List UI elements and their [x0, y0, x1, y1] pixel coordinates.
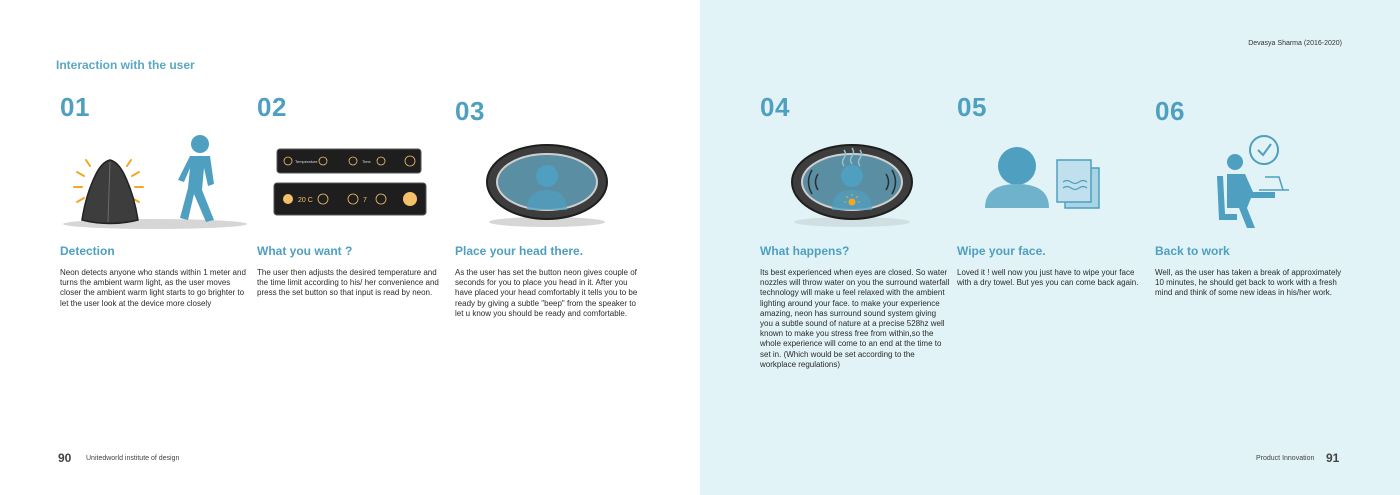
step-body: As the user has set the button neon gives couple of seconds for you to place you head in it. After you have placed your head comfortably it tells you to be ready by giving a subtle "beep" from the speaker to let u know you should be ready and comfortable. [455, 268, 638, 318]
step-number: 01 [60, 92, 90, 122]
control-panel-illustration [257, 132, 447, 232]
user-bust-icon [985, 147, 1049, 208]
step-heading: What you want ? [257, 244, 353, 258]
water-experience-illustration [760, 132, 950, 232]
step-number: 05 [957, 92, 987, 122]
right-page [700, 0, 1400, 495]
panel-label-time: Time [362, 159, 371, 164]
user-head-icon [841, 165, 863, 187]
control-panel-bottom [274, 183, 426, 215]
temperature-down-icon [283, 194, 293, 204]
panel-temperature-value: 20 C [298, 197, 313, 204]
step-body: Well, as the user has taken a break of approximately 10 minutes, he should get back to work with a fresh mind and think of some new ideas in his/her work. [1155, 268, 1342, 298]
footer-institute: Unitedworld institute of design [86, 455, 180, 462]
panel-label-temperature: Temperature [295, 159, 318, 164]
step-body: The user then adjusts the desired temperature and the time limit according to his/ her convenience and press the set button so that input is read by neon. [257, 268, 439, 298]
step-body: Neon detects anyone who stands within 1 meter and turns the ambient warm light, as the user moves closer the ambient warm light starts to go brighter to let the user look at the device more closely [60, 268, 246, 308]
detection-illustration [60, 132, 250, 232]
step-04 [760, 92, 950, 369]
laptop-icon [1259, 177, 1289, 190]
control-panel-top [277, 149, 421, 173]
step-heading: Wipe your face. [957, 244, 1046, 258]
section-title: Interaction with the user [56, 58, 195, 72]
person-at-laptop-icon [1217, 154, 1275, 228]
step-06 [1155, 92, 1345, 298]
step-heading: Place your head there. [455, 244, 584, 258]
panel-time-value: 7 [363, 197, 367, 204]
step-02 [257, 92, 447, 298]
wipe-face-illustration [957, 132, 1147, 232]
footer-product-innovation: Product Innovation [1256, 455, 1315, 462]
step-body: Loved it ! well now you just have to wipe your face with a dry towel. But yes you can come back again. [957, 268, 1139, 288]
set-button-icon [403, 192, 417, 206]
step-05 [957, 92, 1147, 288]
clock-icon [1250, 136, 1278, 164]
step-03 [455, 92, 645, 318]
walking-person-icon [178, 135, 214, 222]
step-number: 03 [455, 96, 485, 126]
step-number: 04 [760, 92, 790, 122]
towel-icon [1057, 160, 1099, 208]
back-to-work-illustration [1155, 132, 1345, 232]
page-number-left: 90 [58, 451, 72, 465]
step-number: 02 [257, 92, 287, 122]
step-body: Its best experienced when eyes are closed. So water nozzles will throw water on you the surround waterfall technology will make u feel relaxed with the ambient lighting around your face. to make your experience amazing, neon has surround sound system giving you a subtle sound of nature at a precise 528hz well known to make you stress free from within,so the whole experience will come to an end at the time to set in. (Which would be set according to the workplace regulations) [760, 268, 950, 369]
user-head-icon [536, 165, 558, 187]
author-credit: Devasya Sharma (2016-2020) [1248, 40, 1342, 47]
step-heading: Back to work [1155, 244, 1230, 258]
device-head-illustration [455, 132, 645, 232]
step-01 [60, 92, 250, 308]
step-heading: What happens? [760, 244, 850, 258]
page-number-right: 91 [1326, 451, 1340, 465]
step-number: 06 [1155, 96, 1185, 126]
step-heading: Detection [60, 244, 115, 258]
